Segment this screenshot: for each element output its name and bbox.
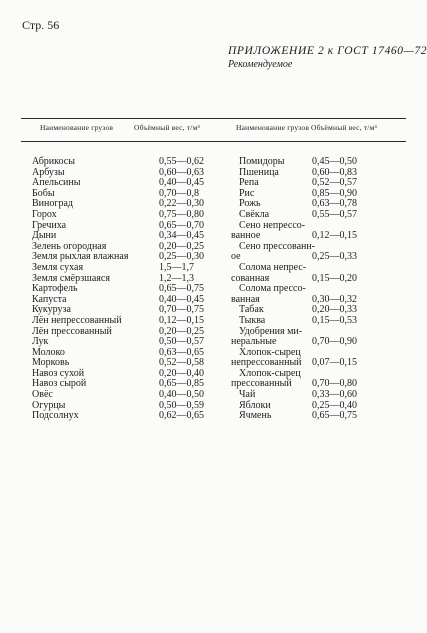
- bulk-density-cell: 0,52—0,57: [312, 177, 357, 189]
- cargo-name-cell: Гречиха: [32, 219, 67, 231]
- cargo-name-cell: сованная: [231, 272, 270, 284]
- bulk-density-cell: 0,40—0,50: [159, 389, 204, 401]
- bulk-density-cell: 0,50—0,57: [159, 336, 204, 348]
- bulk-density-cell: 0,60—0,63: [159, 166, 204, 178]
- cargo-name-cell: Репа: [239, 177, 259, 189]
- right-values-column: [312, 157, 357, 422]
- cargo-name-cell: Капуста: [32, 293, 67, 305]
- bulk-density-cell: 0,20—0,40: [159, 367, 204, 379]
- bulk-density-cell: 0,55—0,62: [159, 156, 204, 167]
- cargo-name-cell: Свёкла: [239, 208, 270, 220]
- cargo-name-cell: Подсолнух: [32, 410, 79, 422]
- bulk-density-cell: 0,20—0,33: [312, 304, 357, 316]
- cargo-name-cell: Огурцы: [32, 399, 66, 411]
- cargo-name-cell: Лук: [32, 336, 49, 348]
- cargo-name-cell: Лён непрессованный: [32, 314, 122, 326]
- cargo-name-cell: ванная: [231, 293, 260, 305]
- bulk-density-cell: 0,30—0,32: [312, 293, 357, 305]
- header-left-weight: Объёмный вес, т/м³: [134, 123, 200, 132]
- cargo-name-cell: Лён прессованный: [32, 325, 112, 337]
- bulk-density-cell: 0,15—0,20: [312, 272, 357, 284]
- cargo-name-cell: Тыква: [239, 314, 266, 326]
- cargo-name-cell: Земля сухая: [32, 261, 84, 273]
- cargo-name-cell: Бобы: [32, 187, 55, 199]
- bulk-density-cell: 0,62—0,65: [159, 410, 204, 422]
- bulk-density-cell: 0,25—0,40: [312, 399, 357, 411]
- cargo-name-cell: Помидоры: [239, 156, 285, 167]
- cargo-name-cell: Сено прессованн-: [239, 240, 316, 252]
- cargo-name-cell: Солома прессо-: [239, 283, 306, 295]
- bulk-density-cell: 0,25—0,33: [312, 251, 357, 263]
- cargo-name-cell: непрессованный: [231, 357, 302, 369]
- cargo-name-cell: неральные: [231, 336, 277, 348]
- cargo-name-cell: Земля рыхлая влажная: [32, 251, 129, 263]
- cargo-name-cell: Пшеница: [239, 166, 279, 178]
- bulk-density-cell: 0,65—0,75: [312, 410, 357, 422]
- table-top-rule: [21, 118, 406, 119]
- bulk-density-cell: 0,70—0,90: [312, 336, 357, 348]
- bulk-density-cell: 0,75—0,80: [159, 208, 204, 220]
- cargo-name-cell: Рис: [239, 187, 255, 199]
- bulk-density-cell: 1,5—1,7: [159, 261, 194, 273]
- cargo-name-cell: Чай: [239, 389, 256, 401]
- bulk-density-cell: 0,12—0,15: [312, 230, 357, 242]
- bulk-density-cell: 0,70—0,80: [312, 378, 357, 390]
- cargo-name-cell: Рожь: [239, 198, 261, 210]
- bulk-density-cell: 0,65—0,75: [159, 283, 204, 295]
- bulk-density-cell: 0,22—0,30: [159, 198, 204, 210]
- bulk-density-cell: 0,65—0,70: [159, 219, 204, 231]
- table-header-rule: [21, 141, 406, 142]
- right-names-column: [231, 157, 315, 422]
- cargo-name-cell: Навоз сухой: [32, 367, 85, 379]
- cargo-name-cell: Хлопок-сырец: [239, 346, 301, 358]
- bulk-density-cell: 0,52—0,58: [159, 357, 204, 369]
- bulk-density-cell: 0,40—0,45: [159, 293, 204, 305]
- bulk-density-cell: 0,70—0,75: [159, 304, 204, 316]
- cargo-name-cell: Морковь: [32, 357, 70, 369]
- header-left-name: Наименование грузов: [40, 123, 114, 132]
- cargo-name-cell: Земля смёрзшаяся: [32, 272, 110, 284]
- bulk-density-cell: 0,55—0,57: [312, 208, 357, 220]
- cargo-name-cell: Табак: [239, 304, 264, 316]
- cargo-name-cell: Хлопок-сырец: [239, 367, 301, 379]
- bulk-density-cell: 0,25—0,30: [159, 251, 204, 263]
- bulk-density-cell: 0,20—0,25: [159, 240, 204, 252]
- cargo-name-cell: Абрикосы: [32, 156, 75, 167]
- cargo-name-cell: ое: [231, 251, 241, 263]
- bulk-density-cell: [312, 263, 357, 274]
- left-values-column: [159, 157, 204, 422]
- header-right-name: Наименование грузов: [236, 123, 310, 132]
- cargo-name-cell: Ячмень: [239, 410, 272, 422]
- cargo-name-cell: Кукуруза: [32, 304, 71, 316]
- header-right-weight: Объёмный вес, т/м³: [311, 123, 377, 132]
- appendix-title: ПРИЛОЖЕНИЕ 2 к ГОСТ 17460—72: [228, 45, 427, 57]
- cargo-name-cell: Овёс: [32, 389, 53, 401]
- cargo-name-cell: Сено непрессо-: [239, 219, 306, 231]
- bulk-density-cell: 0,33—0,60: [312, 389, 357, 401]
- bulk-density-cell: 0,60—0,83: [312, 166, 357, 178]
- cargo-name-cell: Удобрения ми-: [239, 325, 303, 337]
- cargo-name-cell: Картофель: [32, 283, 78, 295]
- bulk-density-cell: 0,63—0,65: [159, 346, 204, 358]
- bulk-density-cell: 0,45—0,50: [312, 156, 357, 167]
- cargo-name-cell: Дыни: [32, 230, 57, 242]
- bulk-density-cell: 0,15—0,53: [312, 314, 357, 326]
- bulk-density-cell: 0,34—0,45: [159, 230, 204, 242]
- cargo-name-cell: Навоз сырой: [32, 378, 87, 390]
- bulk-density-cell: 0,40—0,45: [159, 177, 204, 189]
- bulk-density-cell: 0,65—0,85: [159, 378, 204, 390]
- bulk-density-cell: 0,20—0,25: [159, 325, 204, 337]
- bulk-density-cell: 0,50—0,59: [159, 399, 204, 411]
- cargo-name-cell: прессованный: [231, 378, 292, 390]
- bulk-density-cell: 0,07—0,15: [312, 357, 357, 369]
- bulk-density-cell: 0,12—0,15: [159, 314, 204, 326]
- cargo-name-cell: Апельсины: [32, 177, 81, 189]
- appendix-subtitle: Рекомендуемое: [228, 59, 293, 70]
- cargo-name-cell: Солома непрес-: [239, 261, 307, 273]
- page-number: Стр. 56: [22, 18, 60, 32]
- cargo-name-cell: Яблоки: [239, 399, 271, 411]
- bulk-density-cell: 0,70—0,8: [159, 187, 199, 199]
- cargo-name-cell: Горох: [32, 208, 57, 220]
- bulk-density-cell: 1,2—1,3: [159, 272, 194, 284]
- left-names-column: [32, 157, 128, 422]
- bulk-density-cell: 0,63—0,78: [312, 198, 357, 210]
- cargo-name-cell: ванное: [231, 230, 261, 242]
- bulk-density-cell: 0,85—0,90: [312, 187, 357, 199]
- cargo-name-cell: Арбузы: [32, 166, 65, 178]
- cargo-name-cell: Виноград: [32, 198, 74, 210]
- cargo-name-cell: Молоко: [32, 346, 65, 358]
- cargo-name-cell: Зелень огородная: [32, 240, 107, 252]
